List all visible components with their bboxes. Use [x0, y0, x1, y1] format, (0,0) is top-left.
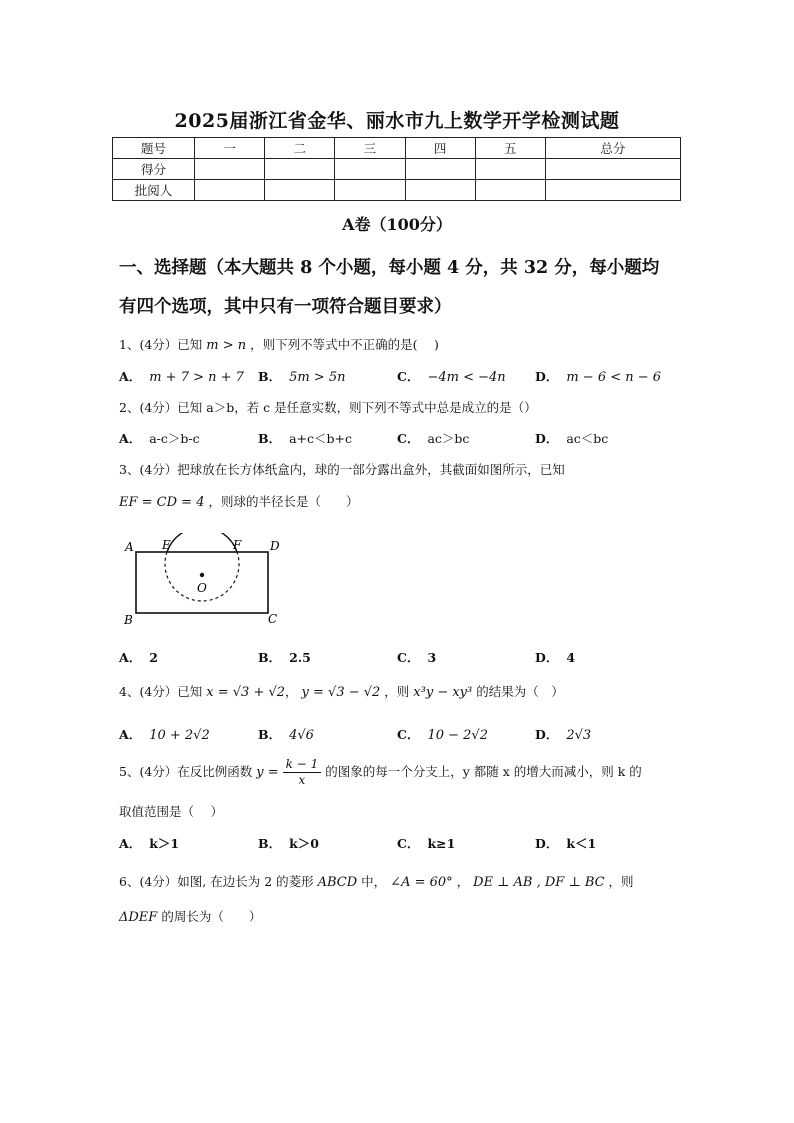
option-text: a-c＞b-c [149, 431, 200, 446]
fraction-numerator: k − 1 [283, 757, 322, 773]
score-table-row [113, 180, 681, 201]
option-text: 10 + 2√2 [149, 728, 210, 743]
fraction [283, 757, 322, 788]
score-cell[interactable] [195, 180, 265, 201]
option-label: A． [119, 727, 142, 742]
score-cell[interactable] [265, 159, 335, 180]
label-b: B [124, 613, 133, 627]
score-table [112, 137, 681, 201]
label-f: F [233, 538, 242, 552]
question-5-stem-cont [119, 802, 223, 820]
option-text: 5m > 5n [289, 370, 346, 385]
score-header-cell: 总分 [545, 138, 680, 159]
label-d: D [270, 539, 280, 553]
question-text: 中， [361, 874, 387, 889]
option-text: 2√3 [566, 728, 592, 743]
score-header-cell: 一 [195, 138, 265, 159]
question-text: 的结果为（ ） [476, 684, 564, 699]
option-text: 2.5 [289, 650, 311, 665]
question-text: 2、(4分）已知 a＞b，若 c 是任意实数，则下列不等式中总是成立的是（） [119, 400, 537, 415]
exam-title: 2025届浙江省金华、丽水市九上数学开学检测试题 [174, 110, 620, 132]
option-label: C． [397, 650, 420, 665]
question-text: ，则下列不等式中不正确的是( ) [250, 337, 439, 352]
option-label: D． [535, 431, 559, 446]
option-label: B． [258, 836, 282, 851]
circle-arc-outside [167, 533, 237, 552]
math-expression: DE ⊥ AB , DF ⊥ BC [473, 875, 605, 890]
option-label: A． [119, 431, 142, 446]
option-b[interactable] [258, 429, 352, 447]
option-b[interactable] [258, 367, 345, 385]
option-c[interactable] [397, 834, 455, 852]
question-3-stem [119, 460, 565, 478]
label-a: A [125, 540, 134, 554]
section-heading-line1: 一、选择题（本大题共 8 个小题，每小题 4 分，共 32 分，每小题均 [119, 258, 660, 278]
option-a[interactable] [119, 834, 179, 852]
score-header-cell: 五 [475, 138, 545, 159]
question-1-stem [119, 335, 439, 353]
option-label: B． [258, 369, 282, 384]
option-label: D． [535, 836, 559, 851]
option-label: B． [258, 650, 282, 665]
question-text: ，则 [608, 874, 634, 889]
label-e: E [162, 538, 171, 552]
option-text: 10 − 2√2 [427, 728, 488, 743]
score-row-label: 得分 [113, 159, 195, 180]
option-label: C． [397, 727, 420, 742]
option-label: B． [258, 727, 282, 742]
question-text: ，则 [384, 684, 410, 699]
score-cell[interactable] [335, 180, 405, 201]
option-text: k＞1 [149, 836, 180, 851]
option-d[interactable] [535, 429, 608, 447]
question-6-stem-cont [119, 907, 261, 925]
score-cell[interactable] [335, 159, 405, 180]
option-b[interactable] [258, 648, 311, 666]
fraction-denominator: x [298, 773, 306, 787]
option-b[interactable] [258, 725, 314, 743]
score-cell[interactable] [545, 159, 680, 180]
score-table-row [113, 159, 681, 180]
option-c[interactable] [397, 429, 469, 447]
score-cell[interactable] [405, 159, 475, 180]
math-expression: ∠A = 60° [390, 875, 453, 890]
question-text: 的图象的每一个分支上，y 都随 x 的增大而减小，则 k 的 [325, 764, 642, 779]
option-a[interactable] [119, 725, 210, 743]
question-text: 5、(4分）在反比例函数 [119, 764, 253, 779]
question-text: 取值范围是（ ） [119, 804, 223, 819]
option-b[interactable] [258, 834, 319, 852]
option-d[interactable] [535, 834, 596, 852]
option-a[interactable] [119, 367, 244, 385]
option-label: D． [535, 727, 559, 742]
option-c[interactable] [397, 648, 436, 666]
score-header-cell: 二 [265, 138, 335, 159]
option-text: 4√6 [289, 728, 314, 743]
score-cell[interactable] [545, 180, 680, 201]
option-text: m + 7 > n + 7 [149, 370, 244, 385]
sphere-in-box-figure [120, 533, 290, 629]
question-text: ，则球的半径长是（ ） [208, 494, 359, 509]
option-text: k＞0 [289, 836, 319, 851]
option-d[interactable] [535, 648, 575, 666]
option-text: ac＞bc [427, 431, 470, 446]
score-cell[interactable] [195, 159, 265, 180]
option-d[interactable] [535, 367, 661, 385]
option-text: k＜1 [566, 836, 597, 851]
score-cell[interactable] [475, 159, 545, 180]
section-heading-line2: 有四个选项，其中只有一项符合题目要求） [119, 297, 452, 317]
score-cell[interactable] [265, 180, 335, 201]
label-o: O [197, 581, 207, 595]
option-label: D． [535, 650, 559, 665]
option-label: B． [258, 431, 282, 446]
option-text: k≥1 [427, 836, 456, 851]
score-row-label: 批阅人 [113, 180, 195, 201]
option-label: D． [535, 369, 559, 384]
math-expression: x = √3 + √2 [206, 685, 286, 700]
option-d[interactable] [535, 725, 591, 743]
option-text: 2 [149, 650, 158, 665]
center-point [200, 573, 204, 577]
question-5-stem [119, 757, 642, 788]
option-text: ac＜bc [566, 431, 609, 446]
option-text: a+c＜b+c [289, 431, 352, 446]
option-text: −4m < −4n [427, 370, 506, 385]
option-c[interactable] [397, 725, 488, 743]
math-expression: EF = CD = 4 [119, 495, 205, 510]
option-a[interactable] [119, 429, 200, 447]
label-c: C [268, 612, 278, 626]
question-3-stem-cont [119, 492, 358, 510]
score-header-cell: 题号 [113, 138, 195, 159]
question-text: ， [456, 874, 470, 889]
math-expression: x³y − xy³ [413, 685, 473, 700]
math-expression: ABCD [317, 875, 358, 890]
option-a[interactable] [119, 648, 158, 666]
option-label: C． [397, 369, 420, 384]
option-text: 3 [427, 650, 437, 665]
option-label: C． [397, 431, 420, 446]
option-label: A． [119, 369, 142, 384]
question-text: 的周长为（ ） [161, 909, 262, 924]
question-text: 6、(4分）如图, 在边长为 2 的菱形 [119, 874, 314, 889]
math-expression: y = √3 − √2 [301, 685, 381, 700]
option-c[interactable] [397, 367, 506, 385]
question-6-stem [119, 872, 634, 890]
score-header-cell: 四 [405, 138, 475, 159]
question-2-stem [119, 398, 537, 416]
option-label: A． [119, 836, 142, 851]
math-expression: ΔDEF [119, 910, 158, 925]
math-expression: y = [256, 765, 279, 780]
option-text: m − 6 < n − 6 [566, 370, 662, 385]
math-expression: m > n [206, 338, 247, 353]
option-label: A． [119, 650, 142, 665]
score-table-header-row [113, 138, 681, 159]
question-text: 3、(4分）把球放在长方体纸盒内，球的一部分露出盒外，其截面如图所示，已知 [119, 462, 565, 477]
question-text: 1、(4分）已知 [119, 337, 203, 352]
volume-heading: A卷（100分） [342, 215, 452, 234]
question-text: 4、(4分）已知 [119, 684, 203, 699]
question-4-stem: 4、(4分）已知 x = √3 + √2， y = √3 − √2 ，则 x³y − xy³ 的结果为（ ） [119, 684, 564, 700]
option-text: 4 [566, 650, 576, 665]
score-cell[interactable] [475, 180, 545, 201]
score-header-cell: 三 [335, 138, 405, 159]
option-label: C． [397, 836, 420, 851]
score-cell[interactable] [405, 180, 475, 201]
